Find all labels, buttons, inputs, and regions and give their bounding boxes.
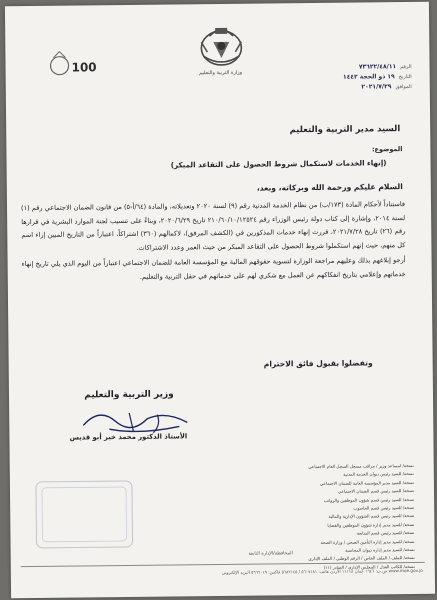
cc-item: نسخة/ للسيد مدير إدارة التأمين الصحي / وزارة الصحة <box>320 538 415 545</box>
reference-date-gregorian: الموافق ٢٠٢١/٧/٢٩ <box>361 83 412 91</box>
cc-item: نسخة/ للسيد رئيس قسم الحاسوب <box>353 505 415 511</box>
cc-item: نسخة/ للسيد مدير إدارة ديوان المحاسبة <box>345 547 415 553</box>
official-stamp-icon <box>30 473 141 564</box>
signatory-name: الأستاذ الدكتور محمد خير أبو قديس <box>69 432 188 442</box>
cc-list <box>184 462 415 574</box>
ministry-name: وزارة التربية والتعليم <box>199 69 243 77</box>
reference-number: الرقم ٧٣٦٢٢/٤٨/١١ <box>358 63 412 71</box>
body-paragraph: أرجو إبلاغهم بذلك وعليهم مراجعة الوزارة لتسوية حقوقهم المالية مع المؤسسة العامة للضمان الاجتماعي اعتباراً من اليوم الذي يلي تاريخ إنهاء خدماتهم وإعلامي بتاريخ انفكاكهم عن العمل مع شكري لهم على خدماتهم في حقل التربية والتعليم. <box>21 256 406 281</box>
cc-item: نسخة/ للسيد رئيس قسم شؤون الموظفين والرواتب <box>323 496 415 503</box>
subject-label: الموضوع: <box>371 145 403 154</box>
footer-contact: www.moe.gov.jo ص.ب: ١٦٤٦ عمان ١١١١٨ الأردن هاتف: ٥٦٠٧١٨١ / ٥٦٨٢١٤٥ فاكس: ٥٦٦٦٠١٩ البريد الإلكتروني <box>221 567 423 575</box>
cc-item: نسخة/ للكاتب العدل / المجلس الإداري / الصادر (١١) <box>323 563 415 570</box>
jordan-crest-icon <box>195 22 247 71</box>
department-label: المحافظة/الإدارة التابعة <box>248 551 293 557</box>
cc-item: نسخة/ للسيد مدير إدارة شؤون الموظفين والقضايا <box>327 521 415 528</box>
cc-item: نسخة/ للسيد مدير المؤسسة العامة للضمان الاجتماعي <box>319 479 414 486</box>
letter-page <box>5 2 435 598</box>
cc-item: نسخة/ للسيد رئيس قسم الضمان الاجتماعي <box>337 488 415 494</box>
greeting-line: السلام عليكم ورحمة الله وبركاته، وبعد، <box>256 182 403 193</box>
centennial-badge-icon <box>45 47 97 84</box>
letter-body <box>21 198 406 286</box>
body-paragraph: فاستناداً لأحكام المادة (١٧٣/ب) من نظام الخدمة المدنية رقم (٩) لسنة ٢٠٢٠ وتعديلاته، والمادة (٦٤/أ-٥) من قانون الضمان الاجتماعي رقم (١) لسنة ٢٠١٤، وإشارة إلى كتاب دولة رئيس الوزراء رقم ٢١٠/٦٠/١٠/١٢٥٢٤ تاريخ ٢٠٢٠/٦/٢٩، وبناءً على تنسيب لجنة الموارد البشرية في قرارها رقم (٢٦) تاريخ ٢٠٢١/٧/٢٨، قررت إنهاء خدمات المذكورين في (الكشف المرفق)، لاكمالهم (٣٦٠) اشتراكاً، اعتباراً من التاريخ المبين إزاء اسم كل منهم، حيث إنهم استكملوا شروط الحصول على التقاعد المبكر من حيث العمر وعدد الاشتراكات. <box>20 200 406 252</box>
subject-line: (إنهاء الخدمات لاستكمال شروط الحصول على التقاعد المبكر) <box>170 158 387 170</box>
reference-block <box>302 62 412 93</box>
cc-item: نسخة/ للسيد رئيس ديوان الخدمة المدنية <box>343 471 414 478</box>
cc-item: نسخة/ للسيد رئيس قسم الشؤون الإدارية والمالية <box>328 513 415 520</box>
recipient-line: السيد مدير التربية والتعليم <box>289 124 401 136</box>
reference-date-hijri: التاريخ ١٩ ذو الحجة ١٤٤٢ <box>342 73 412 81</box>
signatory-title: وزير التربية والتعليم <box>84 389 174 401</box>
closing-line: وتفضلوا بقبول فائق الاحترام <box>263 358 373 369</box>
cc-item: نسخة/ للسيد رئيس قسم المتابعة <box>356 530 415 536</box>
cc-item: نسخة/ لمساعد وزير / مراقب مسجل السجل العام الاجتماعي <box>308 462 414 470</box>
cc-item: نسخة/ للملف / الملف الخاص / الرقم الوطني / الملف الإداري <box>308 555 415 562</box>
badge-number: 100 <box>71 60 97 75</box>
